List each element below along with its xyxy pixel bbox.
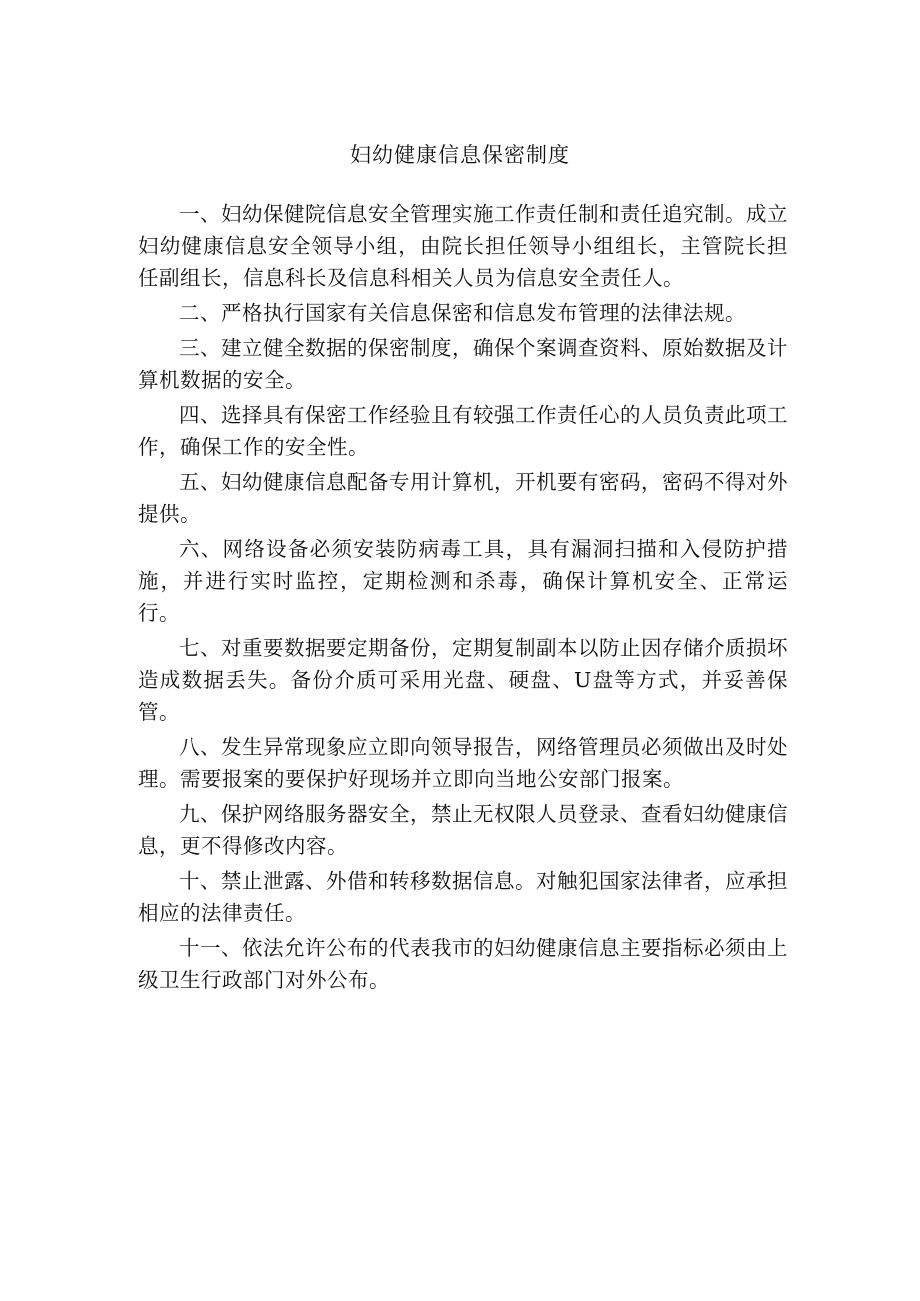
document-title: 妇幼健康信息保密制度 <box>350 143 570 167</box>
paragraph-3: 三、建立健全数据的保密制度，确保个案调查资料、原始数据及计算机数据的安全。 <box>138 336 788 392</box>
paragraph-8: 八、发生异常现象应立即向领导报告，网络管理员必须做出及时处理。需要报案的要保护好现场并立即向当地公安部门报案。 <box>138 735 788 791</box>
document-body <box>138 198 788 999</box>
paragraph-5: 五、妇幼健康信息配备专用计算机，开机要有密码，密码不得对外提供。 <box>138 470 788 526</box>
paragraph-11: 十一、依法允许公布的代表我市的妇幼健康信息主要指标必须由上级卫生行政部门对外公布。 <box>138 936 788 992</box>
paragraph-1: 一、妇幼保健院信息安全管理实施工作责任制和责任追究制。成立妇幼健康信息安全领导小组，由院长担任领导小组组长，主管院长担任副组长，信息科长及信息科相关人员为信息安全责任人。 <box>138 202 788 290</box>
paragraph-10: 十、禁止泄露、外借和转移数据信息。对触犯国家法律者，应承担相应的法律责任。 <box>138 869 788 925</box>
paragraph-9: 九、保护网络服务器安全，禁止无权限人员登录、查看妇幼健康信息，更不得修改内容。 <box>138 802 788 858</box>
paragraph-6: 六、网络设备必须安装防病毒工具，具有漏洞扫描和入侵防护措施，并进行实时监控，定期检测和杀毒，确保计算机安全、正常运行。 <box>138 537 788 625</box>
paragraph-7: 七、对重要数据要定期备份，定期复制副本以防止因存储介质损坏造成数据丢失。备份介质可采用光盘、硬盘、U盘等方式，并妥善保管。 <box>138 636 788 724</box>
paragraph-4: 四、选择具有保密工作经验且有较强工作责任心的人员负责此项工作，确保工作的安全性。 <box>138 403 788 459</box>
paragraph-2: 二、严格执行国家有关信息保密和信息发布管理的法律法规。 <box>179 301 746 325</box>
